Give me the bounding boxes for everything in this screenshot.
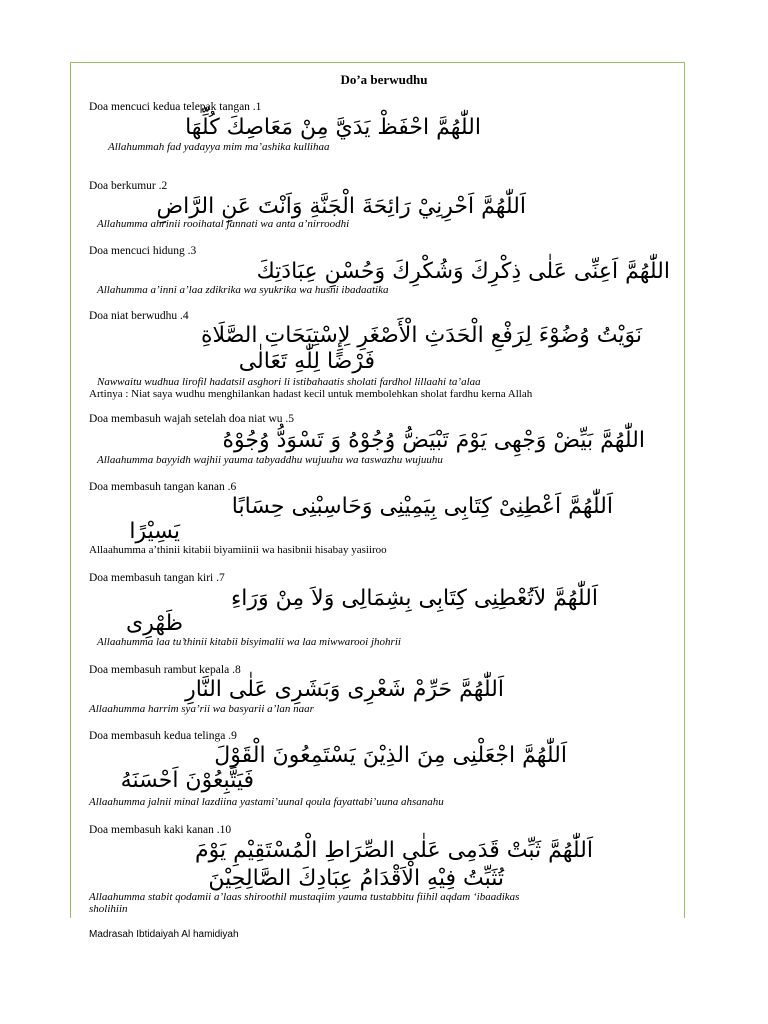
section-4-arabic-line-1: نَوَيْتُ وُضُوْءَ لِرَفْعِ الْحَدَثِ الْأَصْغَرِ لِإِسْتِبَحَاتِ الصَّلَاةِ <box>200 323 642 348</box>
section-2-transliteration: Allahumma ahrinii rooihatal jannati wa anta a’nirroodhi <box>97 218 350 230</box>
section-2-arabic: اَللّٰهُمَّ اَحْرِنِيْ رَائِحَةَ الْجَنَّةِ وَاَنْتَ عَنِ الرَّاضِ <box>156 194 526 219</box>
section-6-arabic-line-2: يَسِيْرًا <box>129 519 180 544</box>
section-4-arabic-line-2: فَرْضًا لِلّٰهِ تَعَالٰى <box>238 349 375 374</box>
section-4-heading: Doa niat berwudhu .4 <box>89 310 189 322</box>
section-7-heading: Doa membasuh tangan kiri .7 <box>89 572 225 584</box>
section-7-arabic-line-2: ظَهْرِى <box>125 611 183 636</box>
section-9-transliteration: Allaahumma jalnii minal lazdiina yastami’uunal qoula fayattabi’uuna ahsanahu <box>89 796 444 808</box>
section-9-arabic-line-2: فَيَتَّبِعُوْنَ اَحْسَنَهُ <box>120 768 254 793</box>
section-10-transliteration: Allaahumma stabit qodamii a’laas shiroothil mustaqiim yauma tustabbitu fiihil aqdam ‘ibaadikas <box>89 891 520 903</box>
section-5-arabic: اللّٰهُمَّ بَيِّضْ وَجْهِى يَوْمَ تَبْيَضُّ وُجُوْهُ وَ تَسْوَدُّ وُجُوْهُ <box>222 428 645 453</box>
section-3-arabic: اللّٰهُمَّ اَعِنِّى عَلٰى ذِكْرِكَ وَشُكْرِكَ وَحُسْنِ عِبَادَتِكَ <box>256 259 670 284</box>
section-1-heading: Doa mencuci kedua telepak tangan .1 <box>89 101 262 113</box>
section-6-arabic-line-1: اَللّٰهُمَّ اَعْطِنِىْ كِتَابِى بِيَمِيْنِى وَحَاسِبْنِى حِسَابًا <box>231 494 613 519</box>
section-7-arabic-line-1: اَللّٰهُمَّ لاَتُعْطِنِى كِتَابِى بِشِمَالِى وَلاَ مِنْ وَرَاءِ <box>230 586 598 611</box>
section-10-arabic-line-2: تُثَبِّتُ فِيْهِ الْاَقْدَامُ عِبَادِكَ الصَّالِحِيْنَ <box>208 866 504 891</box>
section-9-arabic-line-1: اَللّٰهُمَّ اجْعَلْنِى مِنَ الذِيْنَ يَسْتَمِعُونَ الْقَوْلَ <box>214 743 567 768</box>
section-8-heading: Doa membasuh rambut kepala .8 <box>89 664 241 676</box>
section-4-transliteration: Nawwaitu wudhua lirofil hadatsil asghori li istibahaatis sholati fardhol lillaahi ta’alaa <box>97 376 481 388</box>
document-title: Do’a berwudhu <box>340 72 428 87</box>
section-3-transliteration: Allahumma a’inni a’laa zdikrika wa syukrika wa husni ibadaatika <box>97 284 389 296</box>
page-footer: Madrasah Ibtidaiyah Al hamidiyah <box>89 929 239 940</box>
section-6-transliteration: Allaahumma a’thinii kitabii biyamiinii wa hasibnii hisabay yasiiroo <box>89 544 387 556</box>
section-4-translation: Artinya : Niat saya wudhu menghilankan hadast kecil untuk membolehkan sholat fardhu kerna Allah <box>89 388 533 400</box>
section-5-heading: Doa membasuh wajah setelah doa niat wu .5 <box>89 413 295 425</box>
section-10-arabic-line-1: اَللّٰهُمَّ ثَبِّتْ قَدَمِى عَلٰى الصِّرَاطِ الْمُسْتَقِيْمِ يَوْمَ <box>195 838 593 863</box>
section-3-heading: Doa mencuci hidung .3 <box>89 245 197 257</box>
section-6-heading: Doa membasuh tangan kanan .6 <box>89 481 237 493</box>
section-10-heading: Doa membasuh kaki kanan .10 <box>89 824 232 836</box>
section-1-transliteration: Allahummah fad yadayya mim ma’ashika kullihaa <box>108 141 330 153</box>
section-9-heading: Doa membasuh kedua telinga .9 <box>89 730 237 742</box>
section-10-transliteration-cont: sholihiin <box>89 903 128 915</box>
section-7-transliteration: Allaahumma laa tu’thinii kitabii bisyimalii wa laa miwwarooi jhohrii <box>97 636 401 648</box>
section-8-transliteration: Allaahumma harrim sya’rii wa basyarii a’lan naar <box>89 703 314 715</box>
section-5-transliteration: Allaahumma bayyidh wajhii yauma tabyaddhu wujuuhu wa taswazhu wujuuhu <box>97 454 443 466</box>
section-1-arabic: اللّٰهُمَّ احْفَظْ يَدَيَّ مِنْ مَعَاصِكَ كُلِّهَا <box>185 115 481 140</box>
section-8-arabic: اَللّٰهُمَّ حَرِّمْ شَعْرِى وَبَشَرِى عَلٰى النَّارِ <box>185 677 504 702</box>
section-2-heading: Doa berkumur .2 <box>89 180 168 192</box>
